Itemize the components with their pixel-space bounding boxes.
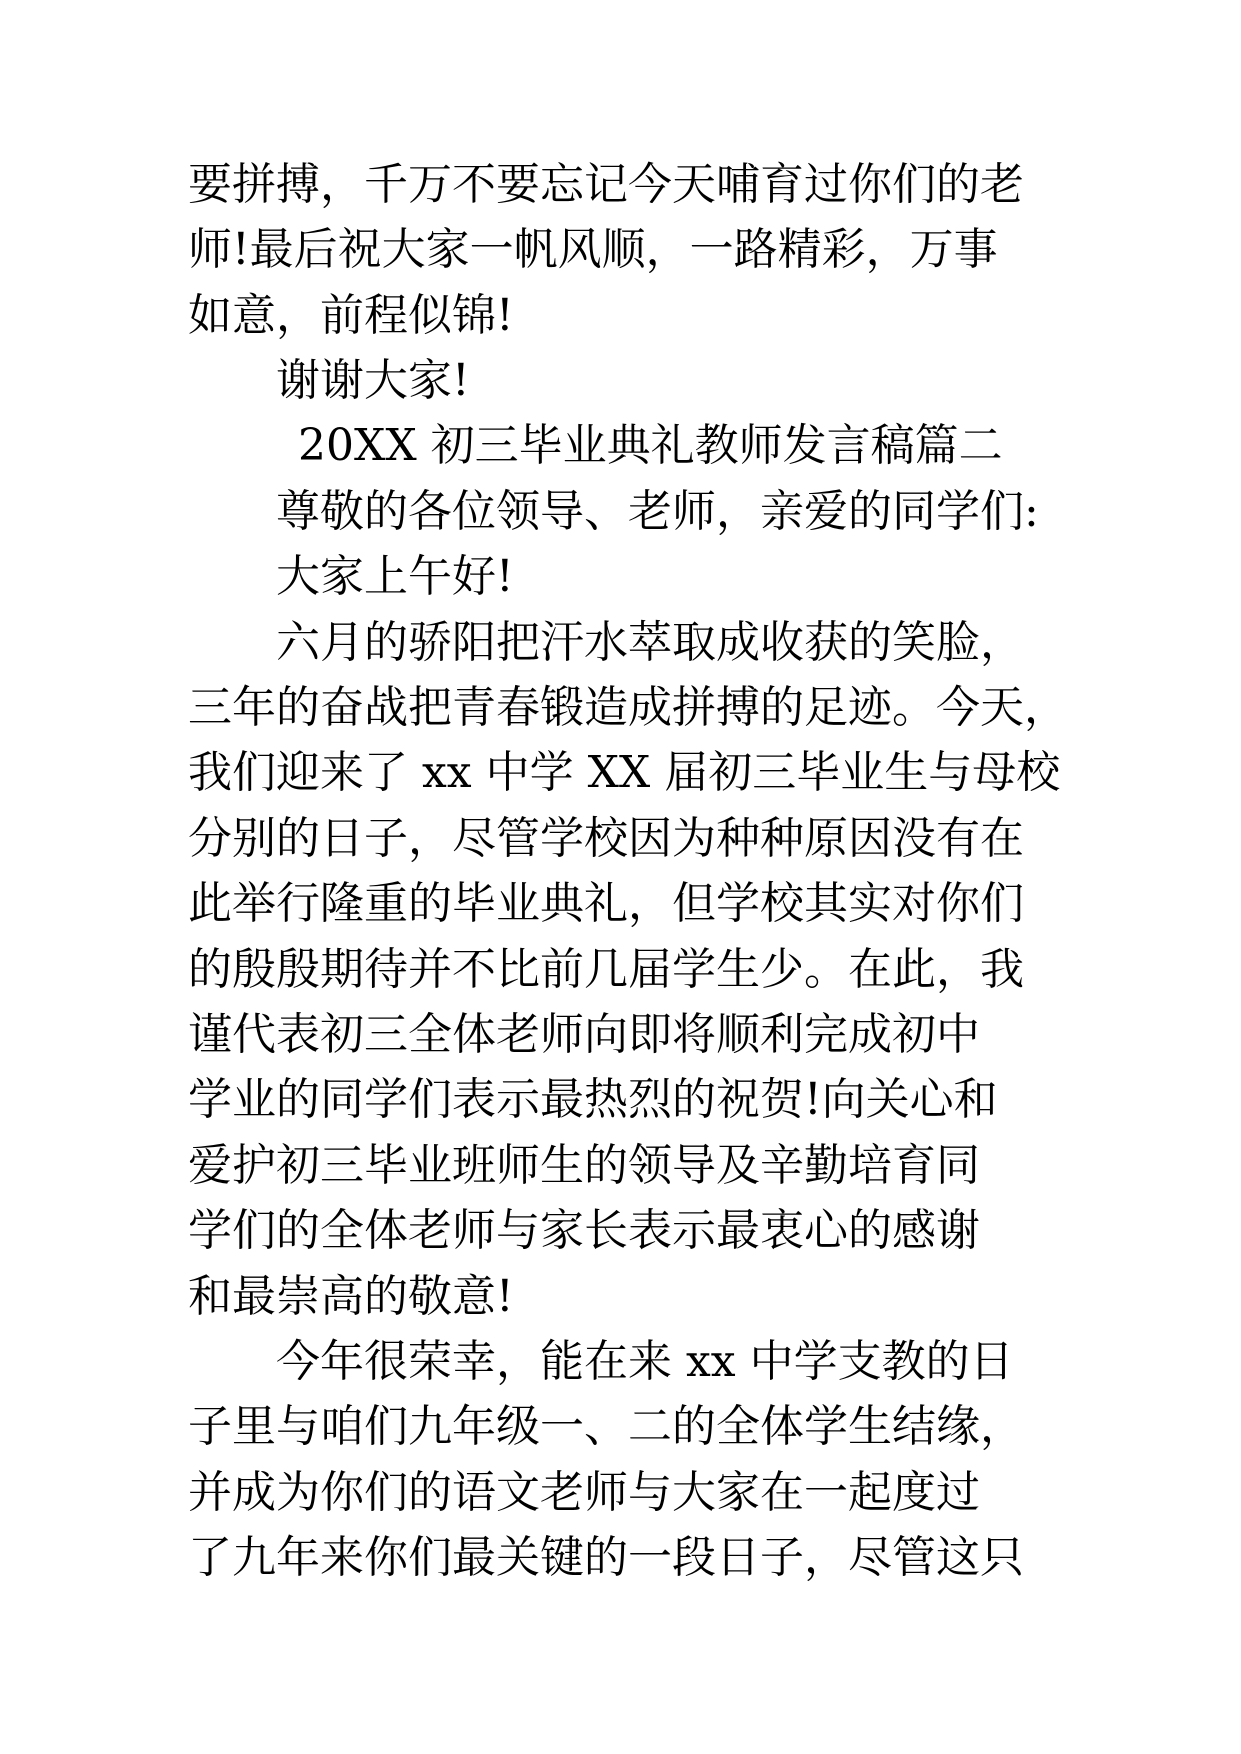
text-line: 学们的全体老师与家长表示最衷心的感谢 bbox=[188, 1205, 980, 1256]
text-line: 今年很荣幸，能在来 xx 中学支教的日 bbox=[276, 1336, 1014, 1387]
text-line: 了九年来你们最关键的一段日子，尽管这只 bbox=[188, 1532, 1024, 1583]
text-line: 如意，前程似锦! bbox=[188, 290, 514, 341]
text-line: 谢谢大家! bbox=[276, 355, 470, 406]
text-line: 要拼搏，千万不要忘记今天哺育过你们的老 bbox=[188, 159, 1024, 210]
text-line: 爱护初三毕业班师生的领导及辛勤培育同 bbox=[188, 1140, 980, 1191]
text-line: 的殷殷期待并不比前几届学生少。在此，我 bbox=[188, 944, 1024, 995]
text-line: 此举行隆重的毕业典礼，但学校其实对你们 bbox=[188, 878, 1024, 929]
text-line: 子里与咱们九年级一、二的全体学生结缘， bbox=[188, 1401, 1024, 1452]
text-line: 我们迎来了 xx 中学 XX 届初三毕业生与母校 bbox=[188, 747, 1061, 798]
text-line: 师!最后祝大家一帆风顺，一路精彩，万事 bbox=[188, 224, 998, 275]
salutation-line: 尊敬的各位领导、老师，亲爱的同学们: bbox=[276, 486, 1039, 537]
text-line: 和最崇高的敬意! bbox=[188, 1271, 514, 1322]
text-line: 分别的日子，尽管学校因为种种原因没有在 bbox=[188, 813, 1024, 864]
text-line: 谨代表初三全体老师向即将顺利完成初中 bbox=[188, 1009, 980, 1060]
text-line: 六月的骄阳把汗水萃取成收获的笑脸， bbox=[276, 617, 1024, 668]
text-line: 学业的同学们表示最热烈的祝贺!向关心和 bbox=[188, 1074, 998, 1125]
greeting-line: 大家上午好! bbox=[276, 551, 514, 602]
text-line: 三年的奋战把青春锻造成拼搏的足迹。今天， bbox=[188, 682, 1068, 733]
text-line: 并成为你们的语文老师与大家在一起度过 bbox=[188, 1467, 980, 1518]
section-heading: 20XX 初三毕业典礼教师发言稿篇二 bbox=[298, 420, 1003, 471]
